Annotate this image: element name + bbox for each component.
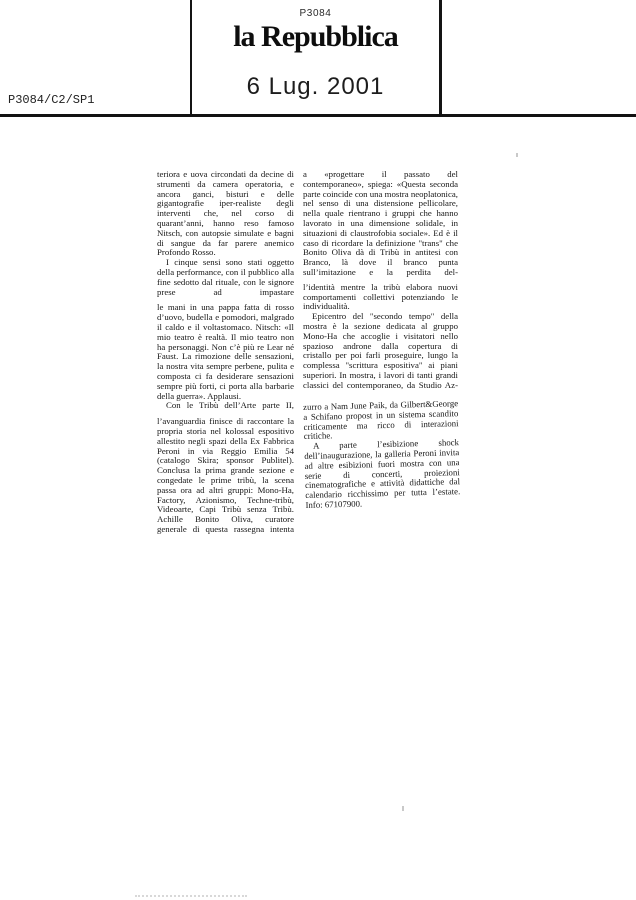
- paragraph: zurro a Nam June Paik, da Gilbert&George a Schifano propost in un sistema scandito criticamente ma ricco di interazioni critiche.: [302, 397, 459, 441]
- paragraph: le mani in una pappa fatta di rosso d’uovo, budella e pomodori, malgrado il caldo e il voltastomaco. Nitsch: «Il mio teatro è realtà. Il mio teatro non ha personaggi. Non c’è più re Lear né Faust. La rimozione delle sensazioni, la nostra vita sempre perbene, pulita e composta ci fa desiderare sensazioni sempre più forti, ci porta alla barbarie della guerra». Applausi.: [157, 302, 294, 401]
- text-strip-left-1: [157, 170, 294, 297]
- paragraph: Epicentro del "secondo tempo" della mostra è la sezione dedicata al gruppo Mono-Ha che accoglie i visitatori nello spazioso androne dalla copertura di cristallo per poi farli proseguire, lungo la complessa "scrittura espositiva" ai piani superiori. In mostra, i lavori di tanti grandi classici del contemporaneo, da Studio Az-: [303, 311, 458, 390]
- text-strip-left-3: [157, 417, 294, 535]
- article-right-column: [302, 169, 461, 510]
- text-strip-left-2: [157, 303, 294, 411]
- paragraph: a «progettare il passato del contemporaneo», spiega: «Questa seconda parte coincide con una mostra neoplatonica, nel senso di una distensione pellicolare, nella quale rientrano i gruppi che hanno lavorato in una dimensione solidale, in situazioni di claustrofobia sociale». Ed è il caso di ricordare la definizione "trans" che Bonito Oliva dà di Tribù in antitesi con Branco, là dove il branco punta sull’imitazione e la perdita del-: [303, 169, 458, 277]
- text-strip-right-3: [303, 399, 461, 511]
- paragraph: l’avanguardia finisce di raccontare la propria storia nel kolossal espositivo allestito negli spazi della Ex Fabbrica Peroni in via Reggio Emilia 54 (catalogo Skira; sponsor Publitel). Conclusa la prima grande sezione e congedate le prime tribù, la scena passa ora ad altri gruppi: Mono-Ha, Factory, Azionismo, Techne-tribù, Videoarte, Capi Tribù senza Tribù. Achille Bonito Oliva, curatore generale di questa rassegna intenta: [157, 416, 294, 534]
- clip-code: P3084: [299, 8, 332, 19]
- article-left-column: [157, 170, 294, 535]
- scan-edge-dotted-line: [135, 895, 247, 897]
- paragraph: teriora e uova circondati da decine di strumenti da camera operatoria, e ancora ganci, bisturi e delle gigantografie iper-realiste degli interventi che, nel corso di quarant’anni, hanno reso famoso Nitsch, con autopsie simulate e bagni di sangue da far parere anemico Profondo Rosso.: [157, 169, 294, 258]
- publication-date: 6 Lug. 2001: [246, 73, 385, 100]
- paragraph: Con le Tribù dell’Arte parte II,: [166, 400, 294, 411]
- masthead-box: [192, 0, 439, 99]
- header-horizontal-rule: [0, 114, 636, 117]
- newspaper-logo: la Repubblica: [233, 20, 398, 53]
- text-strip-right-2: [303, 283, 458, 391]
- archive-reference-label: P3084/C2/SP1: [8, 93, 95, 107]
- scan-speck: [402, 806, 404, 811]
- text-strip-right-1: [303, 170, 458, 278]
- paragraph: I cinque sensi sono stati oggetto della performance, con il pubblico alla fine sedotto dal rituale, con le signore prese ad impastare: [157, 257, 294, 297]
- scan-speck: [516, 153, 518, 157]
- header-vertical-rule-right: [439, 0, 442, 115]
- paragraph: l’identità mentre la tribù elabora nuovi comportamenti collettivi potenziando le individualità.: [303, 281, 458, 312]
- paragraph: A parte l’esibizione shock dell’inaugurazione, la galleria Peroni invita ad altre esibizioni fuori mostra con una serie di concerti, proiezioni cinematografiche e attività didattiche dal calendario ricchissimo per tutta l’estate. Info: 67107900.: [304, 436, 461, 510]
